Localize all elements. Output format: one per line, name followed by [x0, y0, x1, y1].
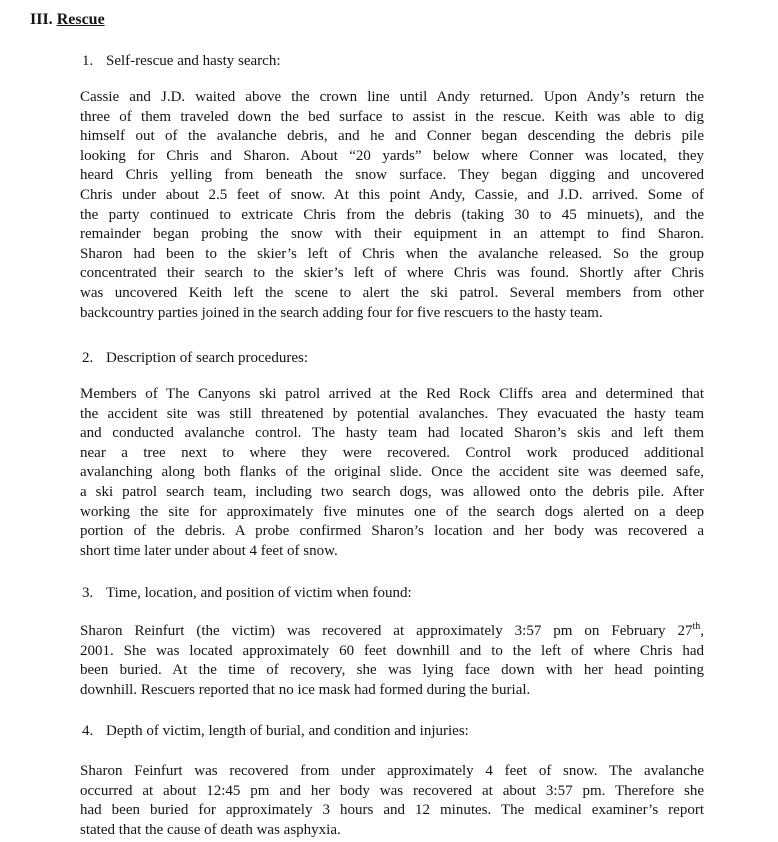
- subsection-number: 4.: [82, 723, 94, 739]
- paragraph-line: three of them traveled down the bed surface to assist in the rescue. Keith was able to dig: [80, 108, 704, 125]
- paragraph-line: stated that the cause of death was asphyxia.: [80, 821, 341, 838]
- paragraph-line: remainder began probing the snow with their equipment in an attempt to find Sharon.: [80, 226, 704, 243]
- paragraph-line: working the site for approximately five minutes one of the search dogs alerted on a deep: [80, 503, 704, 520]
- paragraph-line: Cassie and J.D. waited above the crown line until Andy returned. Upon Andy’s return the: [80, 89, 704, 105]
- paragraph-line: near a tree next to where they were recovered. Control work produced additional: [80, 444, 704, 461]
- paragraph-line: himself out of the avalanche debris, and he and Conner began descending the debris pile: [80, 128, 704, 145]
- subsection-4-heading: [82, 722, 469, 741]
- paragraph-line: downhill. Rescuers reported that no ice mask had formed during the burial.: [80, 681, 531, 698]
- subsection-3-heading: [82, 584, 412, 603]
- paragraph-line: had been buried for approximately 3 hours and 12 minutes. The medical examiner’s report: [80, 802, 704, 819]
- paragraph-line: short time later under about 4 feet of snow.: [80, 542, 338, 559]
- paragraph-line: heard Chris yelling from beneath the snow surface. They began digging and uncovered: [80, 167, 704, 184]
- paragraph-line: 2001. She was located approximately 60 feet downhill and to the left of where Chris had: [80, 642, 704, 659]
- paragraph-line: Sharon Feinfurt was recovered from under approximately 4 feet of snow. The avalanche: [80, 763, 704, 779]
- paragraph-line: occurred at about 12:45 pm and her body was recovered at about 3:57 pm. Therefore she: [80, 782, 704, 799]
- section-numeral: III.: [30, 11, 53, 28]
- date-trailing-comma: ,: [700, 623, 704, 639]
- subsection-heading-text: Self-rescue and hasty search:: [106, 53, 281, 69]
- subsection-4-paragraph: [80, 762, 704, 840]
- paragraph-line: concentrated their search to the skier’s left of where Chris was found. Shortly after Chris: [80, 265, 704, 282]
- subsection-3-paragraph: [80, 622, 704, 700]
- paragraph-line: was uncovered Keith left the scene to alert the ski patrol. Several members from other: [80, 284, 704, 301]
- section-heading: [30, 10, 105, 30]
- paragraph-line: the party continued to extricate Chris from the debris (taking 30 to 45 minuets), and the: [80, 206, 704, 223]
- paragraph-line: looking for Chris and Sharon. About “20 yards” below where Conner was located, they: [80, 147, 704, 164]
- paragraph-line: Chris under about 2.5 feet of snow. At this point Andy, Cassie, and J.D. arrived. Some of: [80, 186, 704, 203]
- subsection-1-heading: [82, 52, 281, 71]
- paragraph-line-with-superscript: [80, 622, 704, 642]
- subsection-heading-text: Time, location, and position of victim when found:: [106, 585, 412, 601]
- paragraph-line: backcountry parties joined in the search adding four for five rescuers to the hasty team.: [80, 304, 603, 321]
- paragraph-line: Members of The Canyons ski patrol arrived at the Red Rock Cliffs area and determined that: [80, 386, 704, 402]
- paragraph-line: a ski patrol search team, including two search dogs, was allowed onto the debris pile. After: [80, 483, 704, 500]
- paragraph-line-text: Sharon Reinfurt (the victim) was recovered at approximately 3:57 pm on February 27: [80, 623, 693, 639]
- paragraph-line: Sharon had been to the skier’s left of Chris when the avalanche released. So the group: [80, 245, 704, 262]
- section-title: Rescue: [56, 11, 105, 28]
- paragraph-line: avalanching along both flanks of the original slide. Once the accident site was deemed safe,: [80, 464, 704, 481]
- subsection-heading-text: Depth of victim, length of burial, and condition and injuries:: [106, 723, 469, 739]
- paragraph-line: portion of the debris. A probe confirmed Sharon’s location and her body was recovered a: [80, 523, 704, 540]
- subsection-number: 3.: [82, 585, 94, 601]
- subsection-heading-text: Description of search procedures:: [106, 350, 309, 366]
- paragraph-line: and conducted avalanche control. The hasty team had located Sharon’s skis and left them: [80, 425, 704, 442]
- paragraph-line: the accident site was still threatened by potential avalanches. They evacuated the hasty team: [80, 405, 704, 422]
- paragraph-line: been buried. At the time of recovery, she was lying face down with her head pointing: [80, 662, 704, 679]
- subsection-1-paragraph: [80, 88, 704, 323]
- subsection-2-paragraph: [80, 385, 704, 561]
- subsection-number: 1.: [82, 53, 94, 69]
- date-superscript: th: [692, 621, 701, 632]
- subsection-number: 2.: [82, 350, 94, 366]
- subsection-2-heading: [82, 349, 308, 368]
